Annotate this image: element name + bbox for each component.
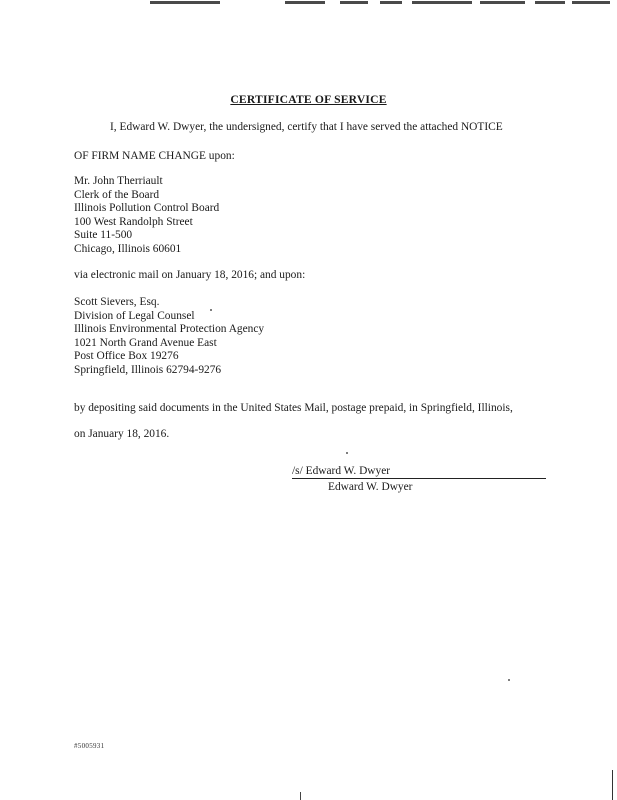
service-date: on January 18, 2016. [74, 428, 170, 440]
address-line: Scott Sievers, Esq. [74, 296, 160, 308]
service-method-2: by depositing said documents in the United States Mail, postage prepaid, in Springfield, Illinois, [74, 402, 513, 414]
service-method-1: via electronic mail on January 18, 2016; and upon: [74, 269, 306, 281]
address-line: Post Office Box 19276 [74, 350, 179, 363]
address-line: 100 West Randolph Street [74, 215, 193, 228]
address-line: Division of Legal Counsel [74, 309, 195, 322]
signer-printed-name: Edward W. Dwyer [328, 481, 413, 493]
scan-speck [346, 452, 348, 454]
address-line: Suite 11-500 [74, 229, 133, 242]
scan-edge-bottom [300, 792, 301, 800]
recipient-address-1 [74, 175, 219, 257]
address-line: Illinois Pollution Control Board [74, 202, 220, 215]
address-line: Springfield, Illinois 62794-9276 [74, 363, 222, 376]
scan-edge-right [612, 770, 613, 800]
scan-artifact-top [0, 0, 617, 8]
certification-statement-line2: OF FIRM NAME CHANGE upon: [74, 150, 235, 162]
scan-speck [508, 679, 510, 681]
electronic-signature: /s/ Edward W. Dwyer [292, 465, 391, 477]
certification-statement-line1: I, Edward W. Dwyer, the undersigned, certify that I have served the attached NOTICE [110, 121, 503, 133]
scan-speck [210, 309, 212, 311]
address-line: Illinois Environmental Protection Agency [74, 323, 265, 336]
signature-line [292, 478, 546, 479]
recipient-address-2 [74, 296, 264, 378]
address-line: Mr. John Therriault [74, 175, 163, 187]
address-line: Chicago, Illinois 60601 [74, 242, 182, 255]
document-id: #5005931 [74, 742, 105, 750]
certificate-title: CERTIFICATE OF SERVICE [230, 93, 387, 106]
address-line: Clerk of the Board [74, 188, 160, 201]
address-line: 1021 North Grand Avenue East [74, 336, 217, 349]
